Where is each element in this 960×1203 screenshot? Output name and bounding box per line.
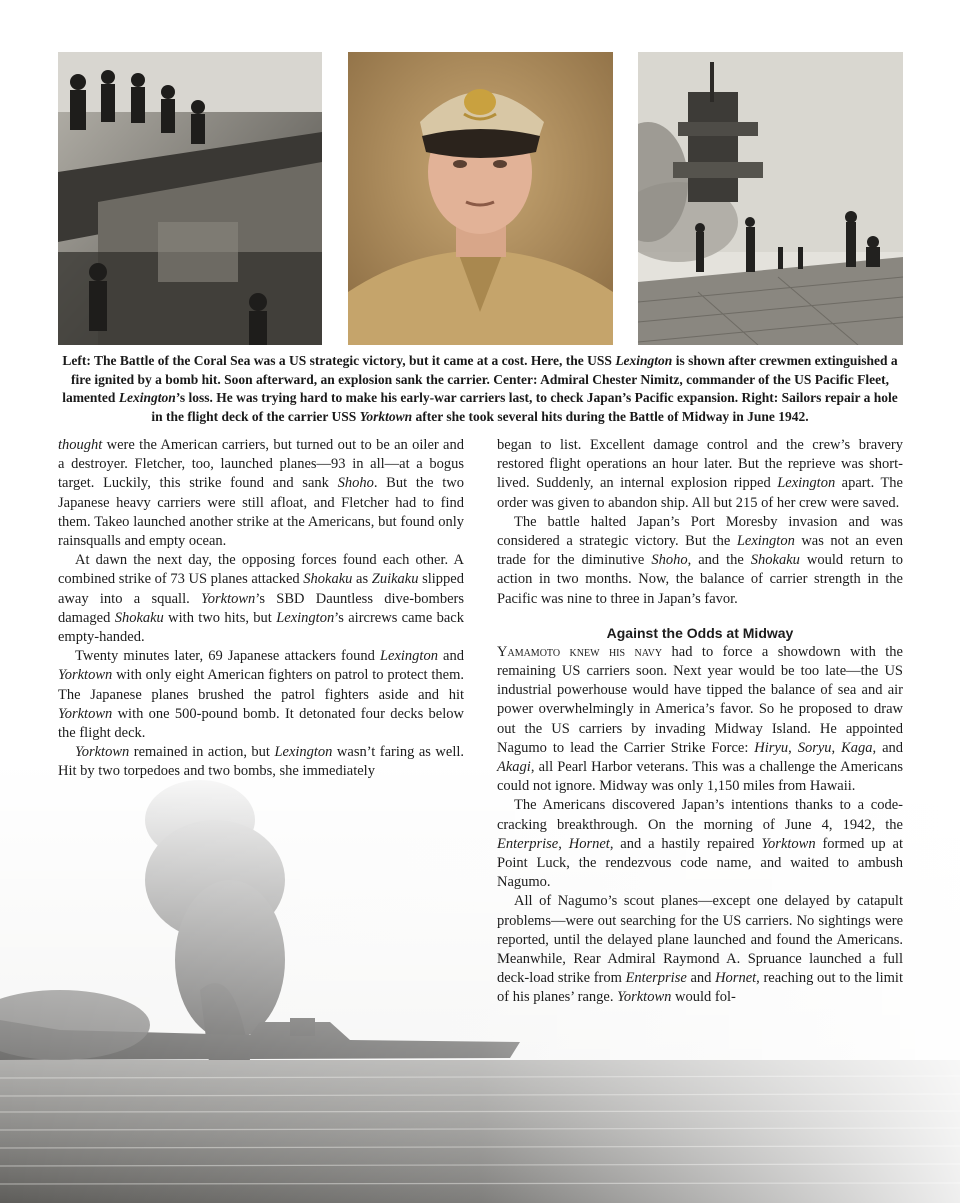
italic-text: Enterprise	[625, 970, 687, 987]
text-run: and	[437, 648, 464, 665]
small-caps-lead-in: Yamamoto knew his navy	[497, 643, 663, 660]
text-run: apart. The order was given to abandon ship. All but 215 of her crew were saved.	[497, 475, 903, 511]
italic-text: Shoho	[651, 552, 688, 569]
text-run: ,	[831, 739, 842, 756]
text-run: began to list. Excellent damage control and the crew’s bravery restored flight operations an hour later. But the reprieve was short-lived. Suddenly, an internal explosion ripped	[497, 437, 903, 492]
text-run: Twenty minutes later, 69 Japanese attackers found	[75, 648, 380, 665]
article-right-top	[497, 436, 903, 609]
italic-text: Lexington	[777, 475, 836, 492]
italic-text: Lexington	[736, 533, 795, 550]
italic-text: Kaga	[841, 739, 873, 756]
body-paragraph	[497, 892, 903, 1007]
text-run: with only eight American fighters on patrol to protect them. The Japanese planes brushed the patrol fighters aside and hit	[58, 667, 464, 703]
italic-text: Hiryu	[754, 739, 789, 756]
italic-text: Lexington	[118, 390, 176, 406]
body-paragraph	[497, 796, 903, 892]
body-paragraph	[58, 647, 464, 743]
photo-lexington-crew	[58, 52, 322, 345]
text-run: is shown after crewmen extinguished a fire ignited by a bomb hit. Soon afterward, an explosion sank the carrier. Center: Admiral Chester Nimitz, commander of the US Pacific Fleet, lamented	[62, 353, 898, 406]
body-paragraph	[497, 436, 903, 513]
text-run: would return to action in two months. Now, the balance of carrier strength in the Pacific was nine to three in Japan’s favor.	[497, 552, 903, 607]
section-heading: Against the Odds at Midway	[606, 624, 794, 641]
body-paragraph	[58, 743, 464, 781]
article-column-right	[497, 436, 903, 1008]
italic-text: Yorktown	[359, 408, 413, 424]
italic-text: Shokaku	[303, 571, 353, 588]
text-run: , and a hastily repaired	[609, 835, 762, 852]
text-run: At dawn the next day, the opposing forces found each other. A combined strike of 73 US planes attacked	[58, 552, 464, 588]
text-run: The Americans discovered Japan’s intentions thanks to a code-cracking breakthrough. On the morning of June 4, 1942, the	[497, 797, 903, 833]
text-run: , reaching out to the limit of his planes’ range.	[497, 970, 903, 1006]
text-run: ’s loss. He was trying hard to make his early-war carriers last, to check Japan’s Pacific expansion. Right: Sailors repair a hole in the flight deck of the carrier USS	[151, 390, 898, 424]
text-run: ,	[788, 739, 798, 756]
text-run: The battle halted Japan’s Port Moresby invasion and was considered a strategic victory. But the	[497, 513, 903, 550]
text-run: formed up at Point Luck, the rendezvous code name, and waited to ambush Nagumo.	[497, 835, 904, 891]
italic-text: Zuikaku	[371, 571, 419, 588]
italic-text: Lexington	[276, 609, 335, 626]
text-run: remained in action, but	[129, 744, 275, 761]
body-paragraph	[58, 436, 464, 551]
italic-text: Soryu	[797, 739, 832, 756]
italic-text: Yorktown	[761, 835, 816, 852]
italic-text: Shokaku	[114, 609, 164, 626]
text-run: had to force a showdown with the remaining US carriers soon. Next year would be too late—the US industrial powerhouse would have tipped the balance of sea and air power overwhelmingly in America’s favor. So he proposed to draw out the US carriers by invading Midway Island. He appointed Nagumo to lead the Carrier Strike Force:	[497, 643, 903, 756]
italic-text: Yorktown	[617, 989, 672, 1006]
italic-text: Enterprise	[497, 835, 559, 852]
text-run: ’s aircrews came back empty-handed.	[58, 609, 464, 646]
italic-text: Akagi	[497, 759, 531, 776]
italic-text: Lexington	[274, 744, 333, 761]
text-run: was not an even trade for the diminutive	[497, 533, 903, 569]
text-run: , and	[872, 739, 904, 756]
italic-text: Yorktown	[58, 667, 113, 684]
text-run: ’s SBD Dauntless dive-bombers damaged	[58, 590, 464, 626]
text-run: slipped away into a squall.	[58, 571, 464, 607]
photo-yorktown-deck-image	[638, 52, 903, 345]
text-run: ,	[558, 835, 569, 852]
body-paragraph	[497, 513, 903, 609]
text-run: as	[352, 571, 372, 588]
article-right-bottom	[497, 643, 903, 1008]
italic-text: Yorktown	[201, 590, 256, 607]
text-run: were the American carriers, but turned out to be an oiler and a destroyer. Fletcher, too, launched planes—93 in all—at a bogus target. Luckily, this strike found and sank	[58, 437, 464, 492]
text-run: Left: The Battle of the Coral Sea was a US strategic victory, but it came at a cost. Here, the USS	[62, 353, 616, 368]
text-run: , all Pearl Harbor veterans. This was a challenge the Americans could not ignore. Midway was only 1,150 miles from Hawaii.	[497, 759, 903, 795]
text-run: , and the	[687, 552, 751, 569]
photo-nimitz-portrait	[348, 52, 613, 345]
italic-text: Shokaku	[750, 552, 800, 569]
text-run: . But the two Japanese heavy carriers were still afloat, and Fletcher had to find them. Takeo launched another strike at the Americans, but found only rainsqualls and empty ocean.	[58, 475, 464, 550]
body-paragraph	[497, 643, 903, 797]
italic-text: Lexington	[379, 648, 438, 665]
article-column-left	[58, 436, 464, 782]
text-run: after she took several hits during the Battle of Midway in June 1942.	[412, 408, 809, 424]
italic-text: Hornet	[715, 970, 757, 987]
photo-yorktown-deck	[638, 52, 903, 345]
photo-caption	[60, 352, 900, 426]
italic-text: Yorktown	[75, 744, 130, 761]
text-run: All of Nagumo’s scout planes—except one delayed by catapult problems—were out searching for the US carriers. No sightings were reported, until the delayed plane launched and found the Americans. Meanwhile, Rear Admiral Raymond A. Spruance launched a full deck-load strike from	[497, 893, 903, 987]
italic-text: thought	[58, 437, 103, 453]
italic-text: Yorktown	[58, 705, 113, 722]
photo-nimitz-image	[348, 52, 613, 345]
text-run: with one 500-pound bomb. It detonated four decks below the flight deck.	[58, 705, 464, 742]
text-run: and	[686, 970, 716, 987]
body-paragraph	[58, 551, 464, 647]
italic-text: Shoho	[337, 475, 374, 492]
photo-lexington-crew-image	[58, 52, 322, 345]
text-run: with two hits, but	[163, 609, 277, 626]
italic-text: Hornet	[568, 835, 610, 852]
text-run: would fol-	[671, 989, 736, 1006]
italic-text: Lexington	[615, 353, 673, 368]
text-run: wasn’t faring as well. Hit by two torpedoes and two bombs, she immediately	[58, 744, 465, 780]
